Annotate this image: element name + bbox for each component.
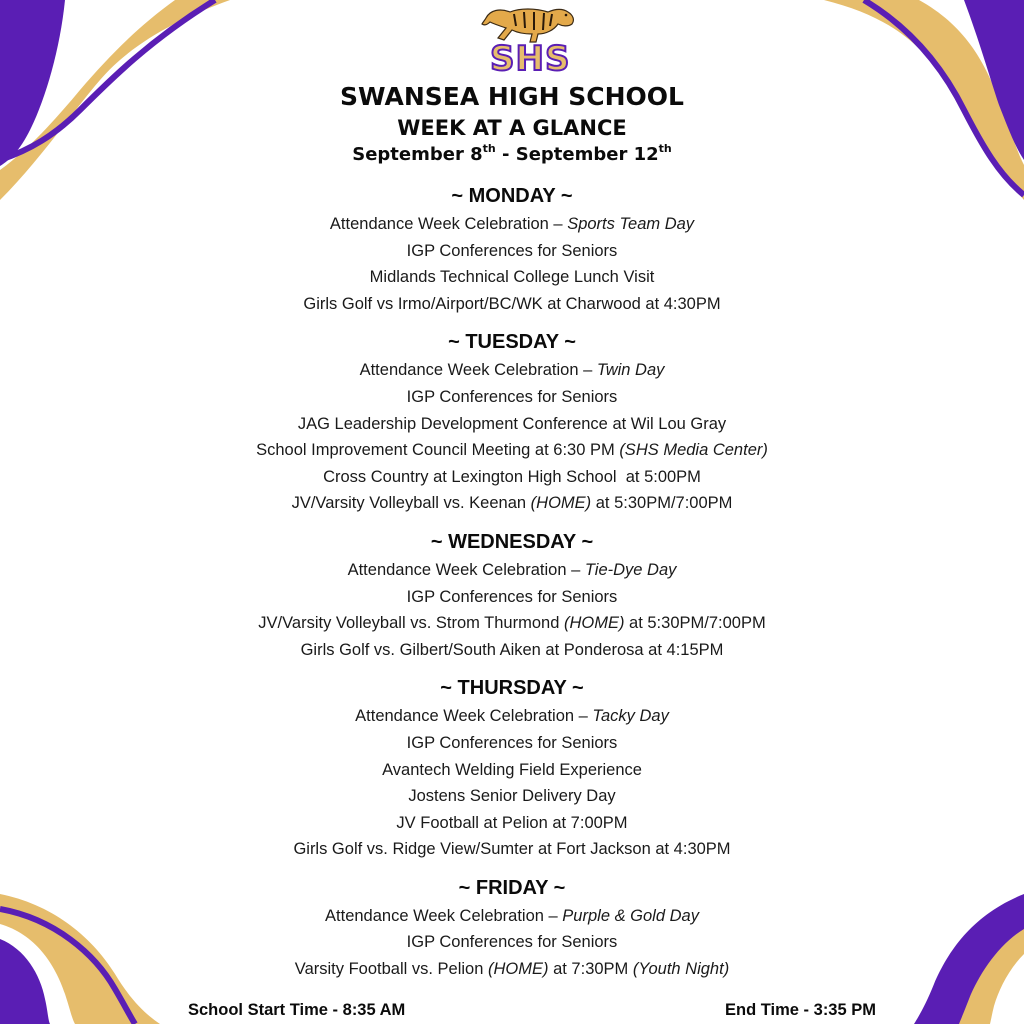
event-item: IGP Conferences for Seniors (406, 241, 618, 260)
event-item: Attendance Week Celebration – Tie-Dye Day (347, 560, 677, 579)
event-item: IGP Conferences for Seniors (406, 587, 618, 606)
day-tuesday (0, 327, 1024, 517)
event-item: JV/Varsity Volleyball vs. Strom Thurmond (HOME) at 5:30PM/7:00PM (258, 614, 766, 633)
event-item: School Improvement Council Meeting at 6:30 PM (SHS Media Center) (256, 441, 768, 460)
event-item: IGP Conferences for Seniors (406, 933, 618, 952)
event-item: Attendance Week Celebration – Twin Day (359, 361, 665, 380)
event-item: Varsity Football vs. Pelion (HOME) at 7:30PM (Youth Night) (294, 960, 730, 979)
date-end: September 12 (515, 144, 659, 165)
event-item: JV Football at Pelion at 7:00PM (396, 813, 628, 832)
day-heading: ~ THURSDAY ~ (440, 677, 584, 700)
event-note: (Youth Night) (632, 960, 730, 979)
event-item: JV/Varsity Volleyball vs. Keenan (HOME) at 5:30PM/7:00PM (291, 494, 733, 513)
date-end-suffix: th (658, 142, 672, 155)
date-range (0, 142, 1024, 168)
weekly-schedule (0, 181, 1024, 983)
day-heading: ~ MONDAY ~ (451, 185, 573, 207)
school-logo (480, 0, 580, 82)
event-item: Girls Golf vs. Ridge View/Sumter at Fort Jackson at 4:30PM (293, 840, 731, 859)
day-friday (0, 873, 1024, 983)
day-monday (0, 181, 1024, 317)
event-item: Attendance Week Celebration – Sports Team Day (329, 215, 695, 233)
event-item: Attendance Week Celebration – Purple & Gold Day (325, 906, 699, 925)
date-separator: - (495, 144, 516, 165)
event-item: Attendance Week Celebration – Tacky Day (355, 707, 669, 726)
day-heading: ~ FRIDAY ~ (458, 876, 566, 899)
school-end-time: End Time - 3:35 PM (725, 1001, 876, 1019)
date-start-suffix: th (482, 142, 496, 155)
date-start: September 8 (352, 144, 483, 165)
event-item: IGP Conferences for Seniors (406, 387, 618, 406)
event-item: Midlands Technical College Lunch Visit (369, 268, 655, 287)
school-name: SWANSEA HIGH SCHOOL (340, 82, 684, 111)
logo-text: SHS (490, 39, 571, 79)
day-thursday (0, 673, 1024, 863)
event-item: IGP Conferences for Seniors (406, 733, 618, 752)
school-start-time: School Start Time - 8:35 AM (188, 1001, 406, 1019)
event-item: Girls Golf vs. Gilbert/South Aiken at Ponderosa at 4:15PM (300, 640, 724, 659)
event-item: Avantech Welding Field Experience (382, 760, 642, 779)
event-item: Jostens Senior Delivery Day (408, 787, 616, 806)
page-header (0, 82, 1024, 168)
event-item: Girls Golf vs Irmo/Airport/BC/WK at Charwood at 4:30PM (303, 294, 721, 313)
day-heading: ~ WEDNESDAY ~ (430, 530, 594, 553)
event-item: Cross Country at Lexington High School at 5:00PM (323, 467, 701, 486)
event-item: JAG Leadership Development Conference at Wil Lou Gray (297, 414, 727, 433)
day-wednesday (0, 527, 1024, 663)
page-subtitle: WEEK AT A GLANCE (397, 116, 627, 140)
day-heading: ~ TUESDAY ~ (448, 331, 576, 354)
